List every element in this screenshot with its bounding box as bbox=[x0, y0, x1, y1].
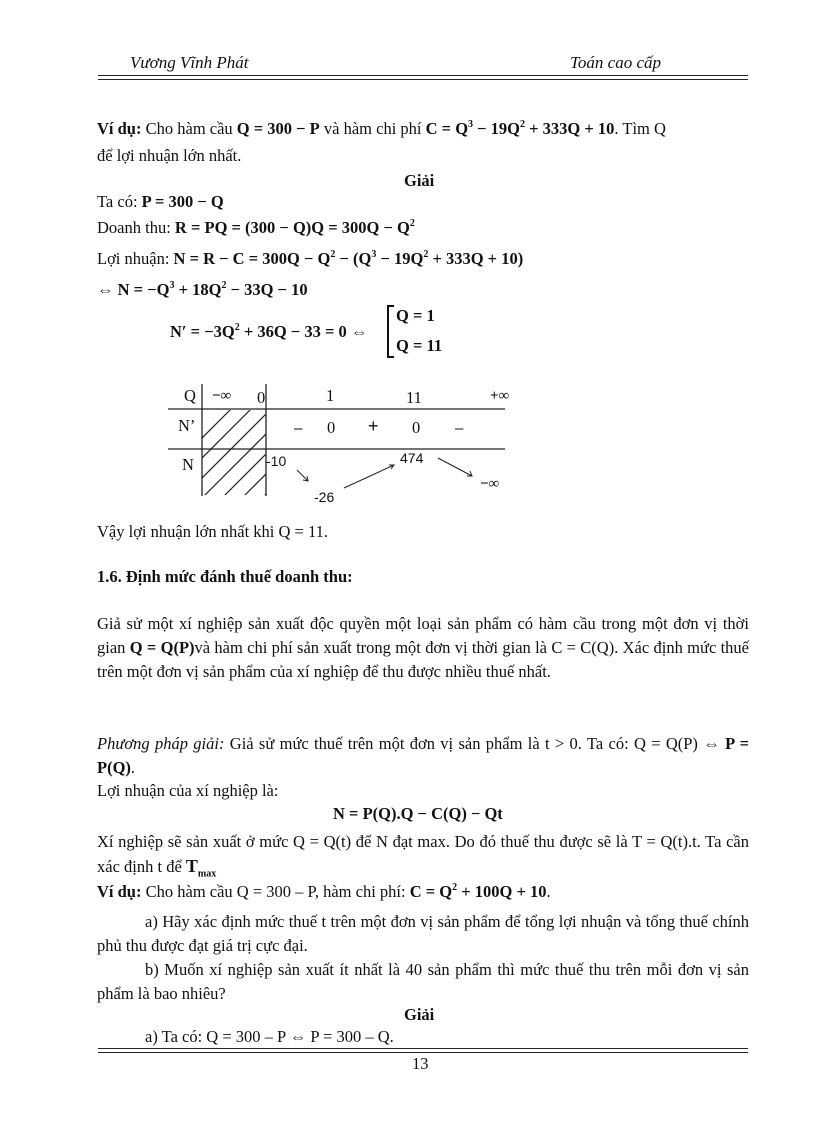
arrow-down-2 bbox=[438, 458, 472, 476]
footer-rule-top bbox=[98, 1048, 748, 1049]
example1-step5: $N' = -3Q^2 + 36Q - 33 = 0$ ⇔ bbox=[170, 322, 368, 341]
example1-step2: Doanh thu: R = PQ = $(300 - Q)Q = 300Q - Q^2$ bbox=[97, 218, 415, 237]
table-q-neg-inf: −∞ bbox=[212, 388, 232, 404]
arrow-down bbox=[297, 470, 308, 481]
example2-item-b: b) Muốn xí nghiệp sản xuất ít nhất là 40 sản phẩm thì mức thuế thu trên mỗi đơn vị sản phẩm là bao nhiêu? bbox=[97, 960, 749, 1003]
hatched-region bbox=[190, 400, 290, 500]
example1-step3: Lợi nhuận: $N = R - C = 300Q - Q^2 - (Q^3 - 19Q^2 + 333Q + 10)$ bbox=[97, 249, 524, 268]
page-number: 13 bbox=[412, 1054, 429, 1073]
table-n-label: N bbox=[182, 455, 194, 474]
table-q-11: 11 bbox=[406, 388, 422, 407]
example1-line1 bbox=[97, 119, 666, 139]
example1-step1: Ta có: P = 300 − Q bbox=[97, 192, 224, 211]
example1-step4: ⇔ $N = -Q^3 + 18Q^2 - 33Q - 10$ bbox=[97, 280, 308, 299]
table-q-0: 0 bbox=[257, 388, 266, 407]
table-n-minus26: -26 bbox=[314, 489, 335, 505]
section-para-2: Xí nghiệp sẽ sản xuất ở mức Q = Q(t) để N đạt max. Do đó thuế thu được sẽ là T = Q(t).t. Ta cần xác định t để $T_{max}$ bbox=[97, 832, 749, 880]
table-n-neg-inf: −∞ bbox=[480, 476, 500, 492]
table-q-pos-inf: +∞ bbox=[490, 388, 510, 404]
table-dn-sign-3: – bbox=[455, 420, 464, 437]
example1-line2: để lợi nhuận lớn nhất. bbox=[97, 146, 242, 165]
profit-equation: N = P(Q).Q − C(Q) − Qt bbox=[333, 804, 503, 823]
table-n-474: 474 bbox=[400, 450, 424, 466]
system-bracket bbox=[386, 305, 396, 359]
header-rule-top bbox=[98, 75, 748, 76]
footer-rule-bottom bbox=[98, 1052, 748, 1053]
example2-line: Ví dụ: Cho hàm cầu Q = 300 – P, hàm chi phí: $C = Q^2 + 100Q + 10$. bbox=[97, 882, 551, 901]
arrow-up bbox=[344, 465, 394, 488]
header-subject: Toán cao cấp bbox=[570, 53, 661, 72]
header-rule-bottom bbox=[98, 79, 748, 80]
section-title: 1.6. Định mức đánh thuế doanh thu: bbox=[97, 567, 353, 586]
table-dn-label: N’ bbox=[178, 416, 196, 435]
example1-solution-title: Giải bbox=[404, 171, 435, 190]
example1-text3: . Tìm Q bbox=[614, 119, 666, 138]
section-para-1: Giả sử một xí nghiệp sản xuất độc quyền một loại sản phẩm có hàm cầu trong một đơn vị thời gian Q = Q(P)và hàm chi phí sản xuất trong một đơn vị thời gian là C = C(Q). Xác định mức thuế trên một đơn vị sản phẩm của xí nghiệp để thu được nhiều thuế nhất. bbox=[97, 614, 749, 681]
example1-demand-eq: Q = 300 − P bbox=[236, 119, 320, 138]
table-n-minus10: -10 bbox=[266, 453, 287, 469]
example1-cost-eq: $C = Q^3 - 19Q^2 + 333Q + 10$ bbox=[425, 119, 615, 138]
example2-item-a: a) Hãy xác định mức thuế t trên một đơn vị sản phẩm để tổng lợi nhuận và tổng thuế chính phủ thu được đạt giá trị cực đại. bbox=[97, 912, 749, 955]
example1-conclusion: Vậy lợi nhuận lớn nhất khi Q = 11. bbox=[97, 522, 328, 541]
table-dn-zero-1: 0 bbox=[327, 418, 336, 437]
example2-solution-title: Giải bbox=[404, 1005, 435, 1024]
table-dn-zero-2: 0 bbox=[412, 418, 421, 437]
table-dn-sign-2: + bbox=[368, 416, 379, 436]
table-q-label: Q bbox=[184, 386, 196, 405]
example1-text1: Cho hàm cầu bbox=[145, 119, 233, 138]
header-author: Vương Vĩnh Phát bbox=[130, 53, 249, 72]
example1-lead: Ví dụ: bbox=[97, 119, 142, 138]
table-q-1: 1 bbox=[326, 386, 335, 405]
section-method: Phương pháp giải: Giả sử mức thuế trên một đơn vị sản phẩm là t > 0. Ta có: Q = Q(P) ⇔ P = P(Q). bbox=[97, 734, 749, 777]
example1-text2: và hàm chi phí bbox=[323, 119, 422, 138]
root-1: Q = 1 bbox=[396, 306, 435, 325]
root-2: Q = 11 bbox=[396, 336, 443, 355]
profit-label: Lợi nhuận của xí nghiệp là: bbox=[97, 781, 279, 800]
example2-step1: a) Ta có: Q = 300 – P ⇔ P = 300 – Q. bbox=[145, 1027, 394, 1046]
table-dn-sign-1: – bbox=[294, 420, 303, 437]
